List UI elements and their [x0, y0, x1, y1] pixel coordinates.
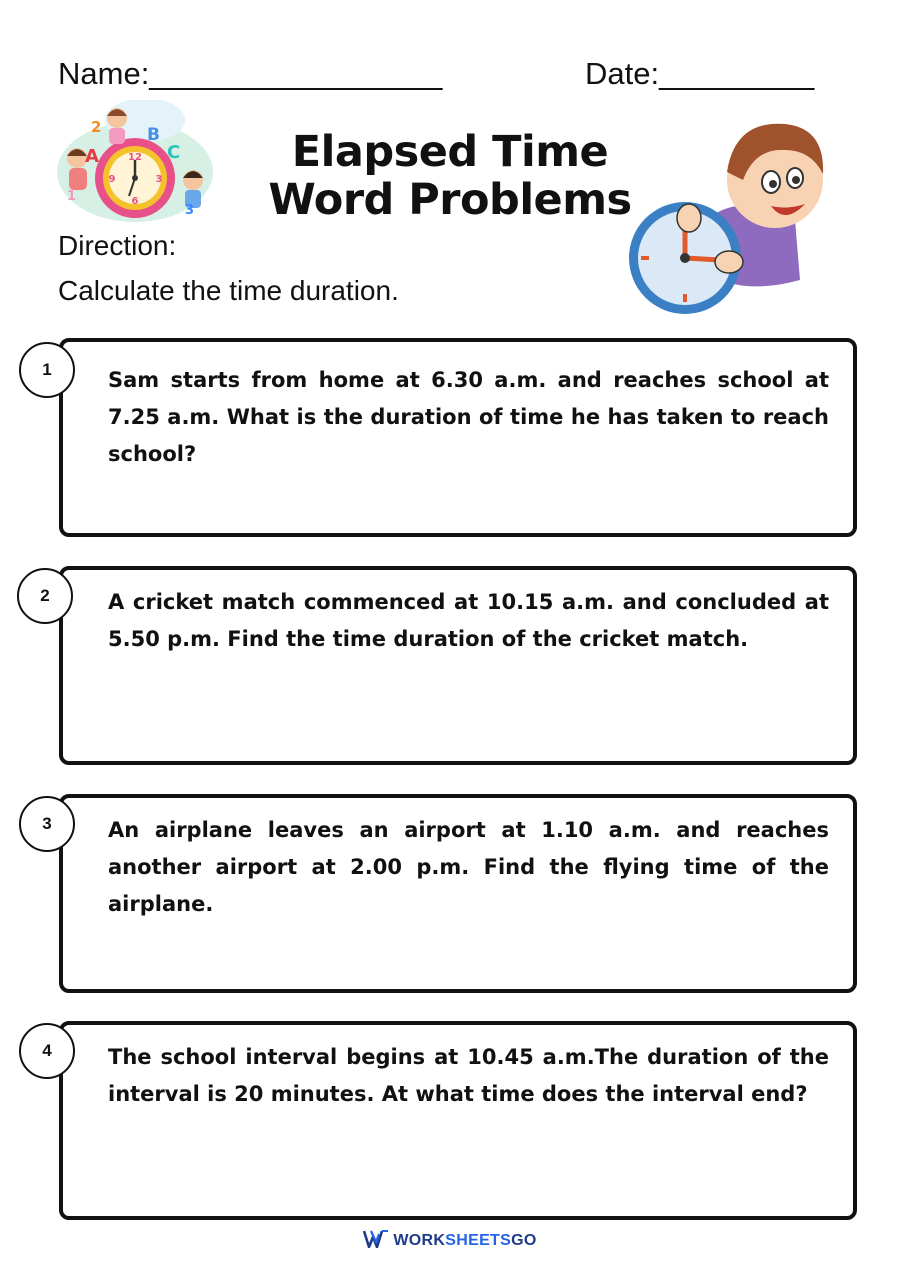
- page-title-line1: Elapsed Time: [291, 127, 609, 177]
- question-text-2: A cricket match commenced at 10.15 a.m. and concluded at 5.50 p.m. Find the time duration of the cricket match.: [108, 590, 829, 651]
- question-text-3: An airplane leaves an airport at 1.10 a.m. and reaches another airport at 2.00 p.m. Find the flying time of the airplane.: [108, 818, 829, 916]
- question-number-3: 3: [19, 796, 75, 852]
- question-number-4: 4: [19, 1023, 75, 1079]
- question-text-1: Sam starts from home at 6.30 a.m. and reaches school at 7.25 a.m. What is the duration of time he has taken to reach school?: [108, 368, 829, 466]
- date-field-label[interactable]: Date:_________: [585, 56, 815, 91]
- question-box-3[interactable]: [59, 794, 857, 993]
- page-title-line2: Word Problems: [268, 175, 632, 225]
- direction-text: Calculate the time duration.: [58, 275, 399, 306]
- footer-brand-go: GO: [511, 1232, 537, 1249]
- footer-brand-work: WORK: [393, 1232, 446, 1249]
- question-number-2: 2: [17, 568, 73, 624]
- boy-holding-clock-illustration: [625, 110, 845, 315]
- left-clock-6: 6: [131, 196, 139, 207]
- left-clock-12: 12: [128, 152, 142, 163]
- name-field-label[interactable]: Name:_________________: [58, 56, 443, 91]
- letter-b: B: [147, 125, 160, 145]
- left-clock-3: 3: [155, 174, 163, 185]
- letter-c: C: [167, 142, 181, 163]
- question-text-4: The school interval begins at 10.45 a.m.The duration of the interval is 20 minutes. At what time does the interval end?: [108, 1045, 829, 1106]
- letter-a: A: [85, 146, 99, 167]
- number-3: 3: [185, 203, 195, 218]
- footer-brand-sheets: SHEETS: [445, 1232, 512, 1249]
- question-box-2[interactable]: [59, 566, 857, 765]
- direction-label: Direction:: [58, 230, 177, 261]
- left-clock-9: 9: [108, 174, 116, 185]
- question-box-1[interactable]: [59, 338, 857, 537]
- worksheetsgo-logo-icon: [363, 1230, 389, 1248]
- letter-2: 2: [91, 118, 102, 136]
- number-1: 1: [67, 189, 77, 204]
- footer-brand: [0, 1230, 900, 1250]
- kids-clock-illustration: [55, 100, 215, 226]
- question-box-4[interactable]: [59, 1021, 857, 1220]
- question-number-1: 1: [19, 342, 75, 398]
